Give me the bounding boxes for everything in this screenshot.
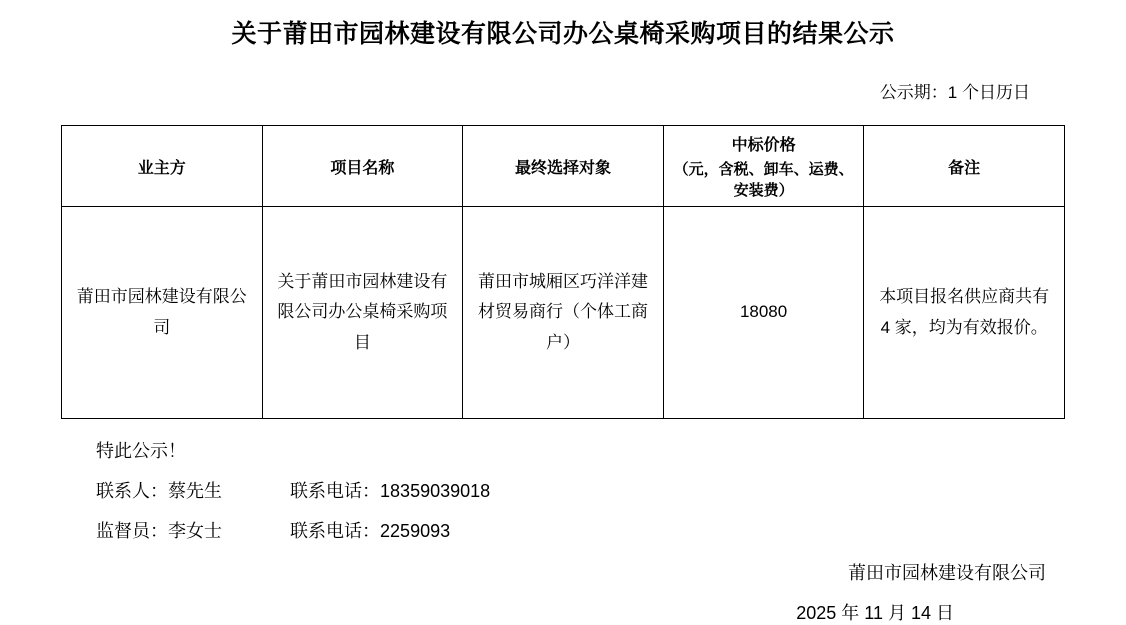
cell-price: 18080 xyxy=(663,207,864,419)
column-header-price-sub: （元，含税、卸车、运费、安装费） xyxy=(673,161,854,199)
footer-block xyxy=(0,437,1126,543)
contact-person: 联系人：蔡先生 xyxy=(96,481,222,501)
column-header-winner: 最终选择对象 xyxy=(463,126,664,207)
result-table xyxy=(61,125,1065,419)
page-title: 关于莆田市园林建设有限公司办公桌椅采购项目的结果公示 xyxy=(231,20,895,48)
column-header-price-main: 中标价格 xyxy=(731,137,796,154)
column-header-price xyxy=(663,126,864,207)
supervisor-person: 监督员：李女士 xyxy=(96,521,222,541)
notice-period: 公示期：1 个日历日 xyxy=(879,83,1030,102)
signature-date: 2025 年 11 月 14 日 xyxy=(796,603,954,623)
supervisor-phone: 联系电话：2259093 xyxy=(290,521,451,541)
table-row xyxy=(62,207,1065,419)
column-header-owner: 业主方 xyxy=(62,126,263,207)
column-header-remark: 备注 xyxy=(864,126,1065,207)
cell-project-name: 关于莆田市园林建设有限公司办公桌椅采购项目 xyxy=(262,207,463,419)
cell-winner: 莆田市城厢区巧洋洋建材贸易商行（个体工商户） xyxy=(463,207,664,419)
supervisor-line xyxy=(96,517,1126,543)
signature-organization: 莆田市园林建设有限公司 xyxy=(848,563,1046,583)
signature-block xyxy=(0,559,1126,625)
table-header-row xyxy=(62,126,1065,207)
cell-owner: 莆田市园林建设有限公司 xyxy=(62,207,263,419)
cell-remark: 本项目报名供应商共有 4 家，均为有效报价。 xyxy=(864,207,1065,419)
declaration-text: 特此公示！ xyxy=(96,441,186,461)
contact-line xyxy=(96,477,1126,503)
contact-phone: 联系电话：18359039018 xyxy=(290,481,491,501)
column-header-project-name: 项目名称 xyxy=(262,126,463,207)
